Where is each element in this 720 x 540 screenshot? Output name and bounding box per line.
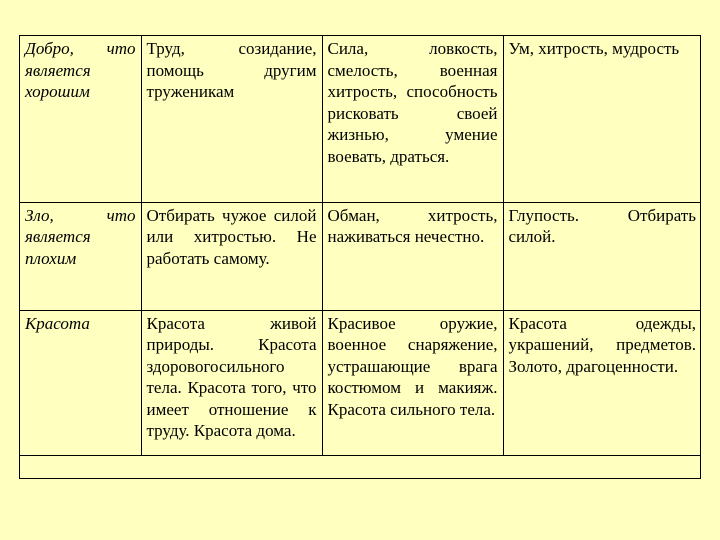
values-table-frame bbox=[19, 35, 701, 479]
table-row-evil bbox=[20, 202, 701, 310]
row-header-label: Добро, что является хорошим bbox=[25, 39, 136, 101]
cell-text: Красивое оружие, военное снаряжение, устрашающие врага костюмом и макияж. Красота сильного тела. bbox=[327, 313, 498, 419]
cell-text: Обман, хитрость, наживаться нечестно. bbox=[327, 205, 498, 246]
table-cell bbox=[503, 202, 701, 310]
cell-text: Ум, хитрость, мудрость bbox=[508, 39, 680, 58]
cell-text: Красота живой природы. Красота здоровогосильного тела. Красота того, что имеет отношение к труду. Красота дома. bbox=[146, 313, 317, 440]
cell-text: Красота одежды, украшений, предметов. Золото, драгоценности. bbox=[508, 313, 696, 376]
row-header-label: Красота bbox=[25, 313, 90, 333]
table-cell bbox=[322, 202, 503, 310]
table-cell bbox=[141, 202, 322, 310]
table-row-good bbox=[20, 36, 701, 202]
values-table bbox=[20, 36, 701, 456]
cell-text: Труд, созидание, помощь другим труженикам bbox=[146, 39, 317, 101]
table-row-beauty bbox=[20, 310, 701, 455]
table-cell bbox=[322, 36, 503, 202]
row-header-good bbox=[20, 36, 141, 202]
row-header-evil bbox=[20, 202, 141, 310]
cell-text: Глупость. Отбирать силой. bbox=[508, 205, 696, 246]
table-cell bbox=[322, 310, 503, 455]
row-header-label: Зло, что является плохим bbox=[25, 205, 136, 268]
table-cell bbox=[141, 310, 322, 455]
cell-text: Сила, ловкость, смелость, военная хитрость, способность рисковать своей жизнью, умение воевать, драться. bbox=[327, 39, 498, 166]
row-header-beauty bbox=[20, 310, 141, 455]
table-cell bbox=[503, 36, 701, 202]
table-cell bbox=[141, 36, 322, 202]
table-cell bbox=[503, 310, 701, 455]
cell-text: Отбирать чужое силой или хитростью. Не работать самому. bbox=[146, 205, 317, 268]
